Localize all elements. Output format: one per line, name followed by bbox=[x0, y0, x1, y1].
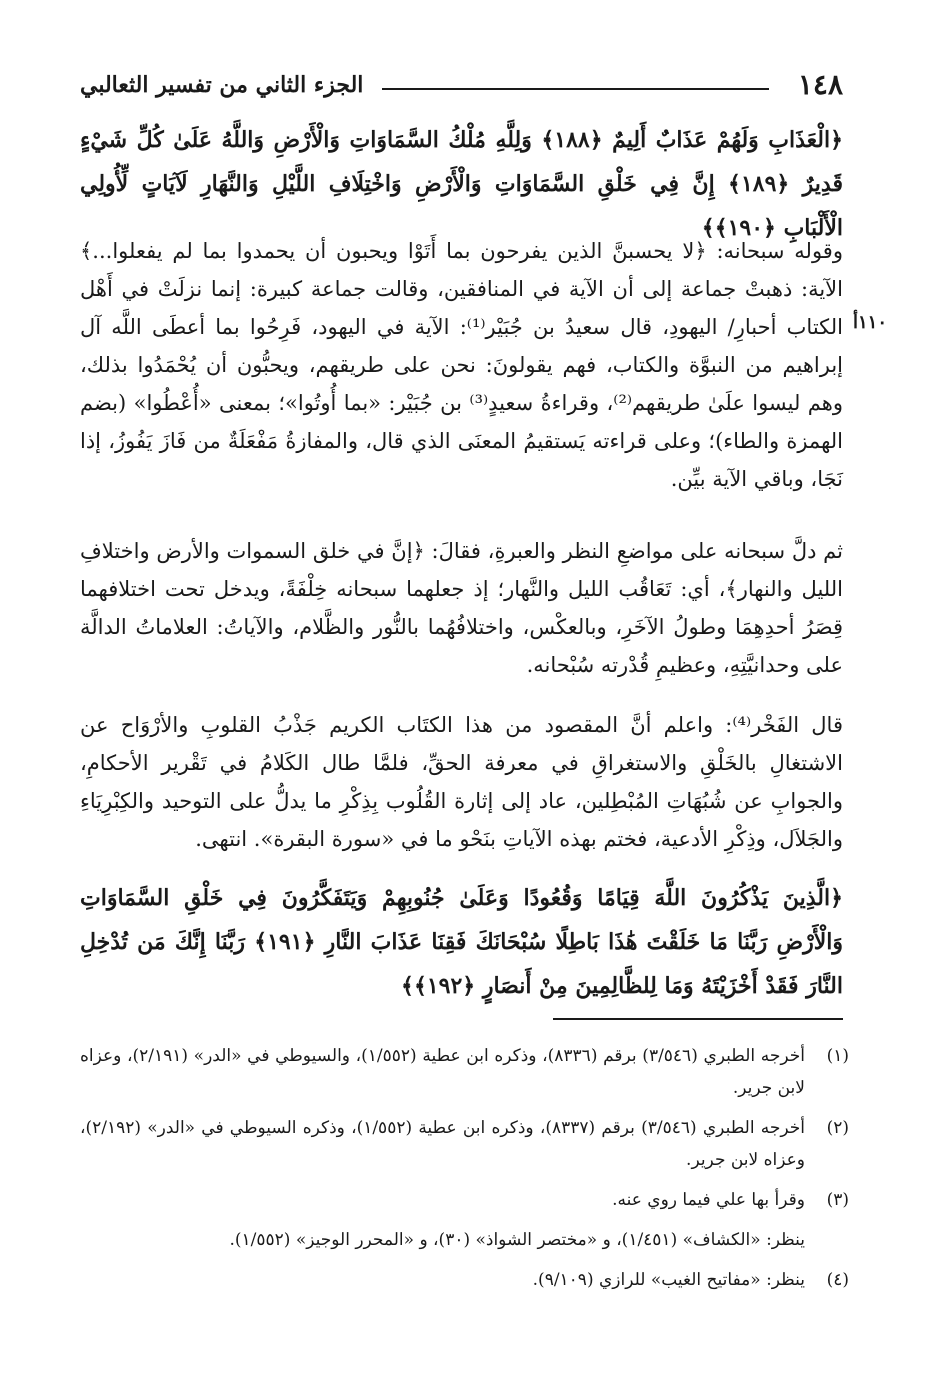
quran-verses-188-190: ﴿الْعَذَابِ وَلَهُمْ عَذَابٌ أَلِيمٌ ﴿١٨٨﴾ وَلِلَّهِ مُلْكُ السَّمَاوَاتِ وَالْأَرْضِ وَاللَّهُ عَلَىٰ كُلِّ شَيْءٍ قَدِيرٌ ﴿١٨٩﴾ إِنَّ فِي خَلْقِ السَّمَاوَاتِ وَالْأَرْضِ وَاخْتِلَافِ اللَّيْلِ وَالنَّهَارِ لَآيَاتٍ لِّأُولِي الْأَلْبَابِ ﴿١٩٠﴾﴾ bbox=[80, 127, 843, 241]
footnote-number: (١) bbox=[826, 1046, 849, 1066]
footnote bbox=[80, 1040, 849, 1104]
quran-verses-191-192: ﴿الَّذِينَ يَذْكُرُونَ اللَّهَ قِيَامًا وَقُعُودًا وَعَلَىٰ جُنُوبِهِمْ وَيَتَفَكَّرُونَ فِي خَلْقِ السَّمَاوَاتِ وَالْأَرْضِ رَبَّنَا مَا خَلَقْتَ هَٰذَا بَاطِلًا سُبْحَانَكَ فَقِنَا عَذَابَ النَّارِ ﴿١٩١﴾ رَبَّنَا إِنَّكَ مَن تُدْخِلِ النَّارَ فَقَدْ أَخْزَيْتَهُ وَمَا لِلظَّالِمِينَ مِنْ أَنصَارٍ ﴿١٩٢﴾﴾ bbox=[80, 885, 843, 999]
footnote bbox=[80, 1112, 849, 1176]
footnote-text: أخرجه الطبري (٣/٥٤٦) برقم (٨٣٣٧)، وذكره ابن عطية (١/٥٥٢)، وذكره السيوطي في «الدر» (٢/١٩٢)، وعزاه لابن جرير. bbox=[80, 1118, 805, 1170]
header-rule bbox=[382, 88, 769, 90]
footnote-number: (٤) bbox=[826, 1270, 849, 1290]
footnote bbox=[80, 1264, 849, 1296]
footnote-text: ينظر: «مفاتيح الغيب» للرازي (٩/١٠٩). bbox=[532, 1270, 805, 1290]
footnote bbox=[80, 1184, 849, 1216]
footnote-separator bbox=[553, 1018, 843, 1020]
footnote-text: أخرجه الطبري (٣/٥٤٦) برقم (٨٣٣٦)، وذكره ابن عطية (١/٥٥٢)، والسيوطي في «الدر» (٢/١٩١)، وعزاه لابن جرير. bbox=[80, 1046, 806, 1098]
page-header bbox=[80, 68, 843, 108]
margin-manuscript-note: ١١٠أ bbox=[852, 312, 887, 333]
commentary-paragraph: ثم دلَّ سبحانه على مواضعِ النظر والعبرةِ، فقالَ: ﴿إنَّ في خلق السموات والأرض واختلافِ الليل والنهار﴾، أي: تَعَاقُب الليل والنَّهار؛ إذ جعلهما سبحانه خِلْفَةً، ويدخل تحت اختلافهما قِصَرُ أحدِهِمَا وطولُ الآخَرِ، وبالعكْس، واختلافُهُما بالنُّور والظَّلام، والآياتُ: العلاماتُ الدالَّة على وحدانيَّتِهِ، وعظيمِ قُدْرته سُبْحانه. bbox=[80, 539, 843, 677]
footnote-number: (٣) bbox=[826, 1190, 849, 1210]
commentary-paragraph: قال الفَخْر⁽⁴⁾: واعلم أنَّ المقصود من هذا الكتَاب الكريم جَذْبُ القلوبِ والأرْوَاح عن الاشتغالِ بالخَلْقِ والاستغراقِ في معرفة الحقِّ، فلمَّا طال الكَلامُ في تَقْرير الأحكامِ، والجوابِ عن شُبُهَاتِ المُبْطِلين، عاد إلى إثارة القُلُوب بِذِكْرِ ما يدلُّ على التوحيد والكِبْرِيَاءِ والجَلاَل، وذِكْرِ الأدعية، فختم بهذه الآياتِ بنَحْو ما في «سورة البقرة». انتهى. bbox=[80, 713, 843, 851]
footnote-number: (٢) bbox=[826, 1118, 849, 1138]
commentary-paragraph: وقوله سبحانه: ﴿لا يحسبنَّ الذين يفرحون بما أَتَوْا ويحبون أن يحمدوا بما لم يفعلوا...﴾ الآية: ذهبتْ جماعة إلى أن الآية في المنافقين، وقالت جماعة كبيرة: إنما نزلَتْ في أَهْل الكتاب أحبارِ/ اليهودِ، قال سعيدُ بن جُبَيْر⁽¹⁾: الآية في اليهود، فَرِحُوا بما أعطَى اللَّه آل إبراهيم من النبوَّة والكتاب، فهم يقولونَ: نحن على طريقهم، ويحبُّون أن يُحْمَدُوا بذلك، وهم ليسوا علَىٰ طريقهم⁽²⁾، وقراءةُ سعيدٍ⁽³⁾ بن جُبَيْر: «بما أُوتُوا»؛ بمعنى «أُعْطُوا» (بضم الهمزة والطاء)؛ وعلى قراءته يَستقيمُ المعنَى الذي قال، والمفازةُ مَفْعَلَةٌ من فَازَ يَفُوزُ، إذا نَجَا، وباقي الآية بيِّن. bbox=[80, 239, 843, 491]
page-number: ١٤٨ bbox=[797, 68, 843, 101]
footnotes bbox=[80, 1040, 849, 1304]
running-title: الجزء الثاني من تفسير الثعالبي bbox=[80, 72, 364, 98]
footnote-continuation: ينظر: «الكشاف» (١/٤٥١)، و «مختصر الشواذ» (٣٠)، و «المحرر الوجيز» (١/٥٥٢). bbox=[229, 1230, 805, 1250]
footnote-text: وقرأ بها علي فيما روي عنه. bbox=[612, 1190, 805, 1210]
